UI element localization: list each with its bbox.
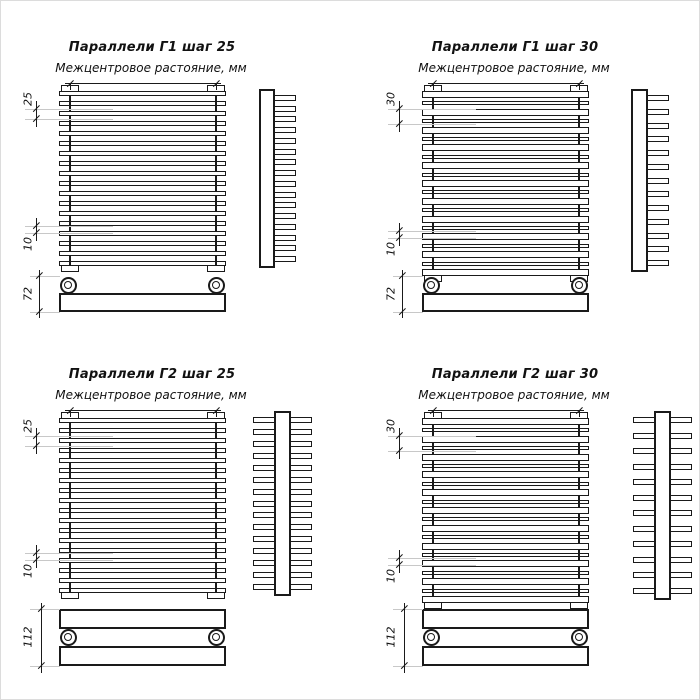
collector-line xyxy=(215,91,217,266)
center-distance-dimension-line xyxy=(428,83,584,84)
diagram-title: Параллели Г2 шаг 30 xyxy=(431,367,599,382)
depth-dimension-label: 72 xyxy=(384,287,398,301)
tube-bar xyxy=(422,162,589,169)
mounting-tab xyxy=(61,265,79,272)
tube-bar xyxy=(422,262,589,266)
tube-bar xyxy=(422,428,589,432)
tube-bar xyxy=(422,500,589,504)
tube-bar xyxy=(422,198,589,205)
mounting-tab xyxy=(207,265,225,272)
tube-bar xyxy=(422,190,589,194)
tube-bar xyxy=(59,241,226,246)
tube-bar xyxy=(59,211,226,216)
bracket-circle-inner xyxy=(575,633,583,641)
extension-line xyxy=(393,276,423,277)
depth-dimension-label: 112 xyxy=(21,626,35,648)
step-dimension-label: 30 xyxy=(384,92,398,106)
tube-bar xyxy=(59,121,226,126)
bracket-circle-inner xyxy=(427,281,435,289)
tube-bar xyxy=(422,489,589,496)
bottom-gap-dimension-label: 10 xyxy=(21,237,35,251)
tube-bar xyxy=(422,535,589,539)
extension-line xyxy=(388,565,476,566)
extension-line xyxy=(393,666,423,667)
tube-bar xyxy=(59,468,226,473)
collector-line xyxy=(215,418,217,593)
center-distance-dimension-line xyxy=(65,83,221,84)
tube-bar xyxy=(59,161,226,166)
extension-line xyxy=(388,231,476,232)
tube-bar xyxy=(422,144,589,151)
bracket-circle-inner xyxy=(427,633,435,641)
extension-line xyxy=(25,446,113,447)
extension-line xyxy=(30,609,60,610)
tube-bar xyxy=(422,208,589,212)
tube-bar xyxy=(422,543,589,550)
diagram-title: Параллели Г1 шаг 30 xyxy=(431,40,599,55)
tube-bar xyxy=(59,171,226,176)
tube-bar xyxy=(422,578,589,585)
extension-line xyxy=(30,666,60,667)
tube-bar xyxy=(422,101,589,105)
tube-bar xyxy=(422,517,589,521)
tube-bar xyxy=(422,119,589,123)
tube-bar xyxy=(422,507,589,514)
tube-bar xyxy=(422,91,589,98)
mounting-tab xyxy=(570,602,588,609)
extension-line xyxy=(25,233,113,234)
extension-line xyxy=(25,436,113,437)
tube-bar xyxy=(422,155,589,159)
side-profile-bar xyxy=(654,411,671,600)
tube-bar xyxy=(422,560,589,567)
tube-bar xyxy=(59,101,226,106)
tube-bar xyxy=(59,111,226,116)
bottom-bracket-rect xyxy=(59,293,226,312)
dimension-line xyxy=(36,428,37,454)
tube-bar xyxy=(422,471,589,478)
tube-bar xyxy=(422,251,589,258)
tube-bar xyxy=(59,448,226,453)
extension-line xyxy=(30,276,60,277)
diagram-panel-g1-step25 xyxy=(1,1,351,366)
tube-bar xyxy=(59,251,226,256)
tube-bar xyxy=(422,137,589,141)
tube-bar xyxy=(59,508,226,513)
depth-dimension-label: 72 xyxy=(21,287,35,301)
tube-bar xyxy=(422,446,589,450)
tube-bar xyxy=(422,180,589,187)
tube-bar xyxy=(59,418,226,423)
extension-line xyxy=(388,451,476,452)
extension-line xyxy=(388,124,476,125)
tube-bar xyxy=(59,201,226,206)
side-profile-bar xyxy=(259,89,275,268)
extension-line xyxy=(388,558,476,559)
tube-bar xyxy=(422,525,589,532)
collector-line xyxy=(69,418,71,593)
extension-line xyxy=(30,312,60,313)
step-dimension-label: 25 xyxy=(21,92,35,106)
tube-bar xyxy=(59,478,226,483)
mounting-tab xyxy=(424,602,442,609)
tube-bar xyxy=(59,131,226,136)
bracket-circle-inner xyxy=(64,633,72,641)
bottom-bracket-rect xyxy=(422,293,589,312)
center-distance-dimension-line xyxy=(65,410,221,411)
tube-bar xyxy=(422,173,589,177)
tube-bar xyxy=(59,518,226,523)
tube-bar xyxy=(59,528,226,533)
tube-bar xyxy=(422,454,589,461)
tube-bar xyxy=(422,482,589,486)
extension-line xyxy=(25,119,113,120)
side-profile-bar xyxy=(274,411,291,596)
tube-bar xyxy=(59,191,226,196)
extension-line xyxy=(393,609,423,610)
tube-bar xyxy=(59,261,226,266)
diagram-panel-g2-step25 xyxy=(1,328,351,693)
tube-bar xyxy=(59,578,226,583)
tube-bar xyxy=(422,418,589,425)
bottom-bracket-rect xyxy=(59,646,226,666)
tube-bar xyxy=(422,589,589,593)
collector-line xyxy=(69,91,71,266)
bracket-circle-inner xyxy=(212,633,220,641)
tube-bar xyxy=(422,553,589,557)
bottom-bracket-rect xyxy=(422,646,589,666)
side-profile-bar xyxy=(631,89,648,272)
extension-line xyxy=(25,553,113,554)
tube-bar xyxy=(59,151,226,156)
tube-bar xyxy=(59,568,226,573)
extension-line xyxy=(25,109,113,110)
bottom-gap-dimension-label: 10 xyxy=(21,564,35,578)
tube-bar xyxy=(422,596,589,603)
bottom-gap-dimension-label: 10 xyxy=(384,569,398,583)
tube-bar xyxy=(422,127,589,134)
depth-dimension-label: 112 xyxy=(384,626,398,648)
tube-bar xyxy=(422,269,589,276)
bottom-bracket-rect xyxy=(422,609,589,629)
tube-bar xyxy=(422,464,589,468)
bottom-gap-dimension-label: 10 xyxy=(384,242,398,256)
tube-bar xyxy=(59,538,226,543)
tube-bar xyxy=(59,141,226,146)
step-dimension-label: 30 xyxy=(384,419,398,433)
center-distance-label: Межцентровое растояние, мм xyxy=(418,388,610,402)
tube-bar xyxy=(422,233,589,240)
tube-bar xyxy=(59,488,226,493)
tube-bar xyxy=(59,458,226,463)
tube-bar xyxy=(422,226,589,230)
tube-bar xyxy=(59,91,226,96)
mounting-tab xyxy=(61,592,79,599)
diagram-panel-g1-step30 xyxy=(364,1,700,366)
step-dimension-label: 25 xyxy=(21,419,35,433)
bracket-circle-inner xyxy=(64,281,72,289)
tube-bar xyxy=(422,571,589,575)
center-distance-dimension-line xyxy=(428,410,584,411)
center-distance-label: Межцентровое растояние, мм xyxy=(418,61,610,75)
diagram-title: Параллели Г1 шаг 25 xyxy=(68,40,236,55)
extension-line xyxy=(388,238,476,239)
mounting-tab xyxy=(207,592,225,599)
tube-bar xyxy=(422,244,589,248)
bracket-circle-inner xyxy=(575,281,583,289)
extension-line xyxy=(393,312,423,313)
tube-bar xyxy=(59,498,226,503)
bracket-circle-inner xyxy=(212,281,220,289)
tube-bar xyxy=(59,588,226,593)
extension-line xyxy=(388,436,476,437)
extension-line xyxy=(25,560,113,561)
diagram-title: Параллели Г2 шаг 25 xyxy=(68,367,236,382)
diagram-panel-g2-step30 xyxy=(364,328,700,693)
extension-line xyxy=(25,226,113,227)
dimension-line xyxy=(36,101,37,127)
extension-line xyxy=(388,109,476,110)
center-distance-label: Межцентровое растояние, мм xyxy=(55,388,247,402)
tube-bar xyxy=(59,438,226,443)
tube-bar xyxy=(59,428,226,433)
tube-bar xyxy=(59,181,226,186)
center-distance-label: Межцентровое растояние, мм xyxy=(55,61,247,75)
bottom-bracket-rect xyxy=(59,609,226,629)
tube-bar xyxy=(422,216,589,223)
